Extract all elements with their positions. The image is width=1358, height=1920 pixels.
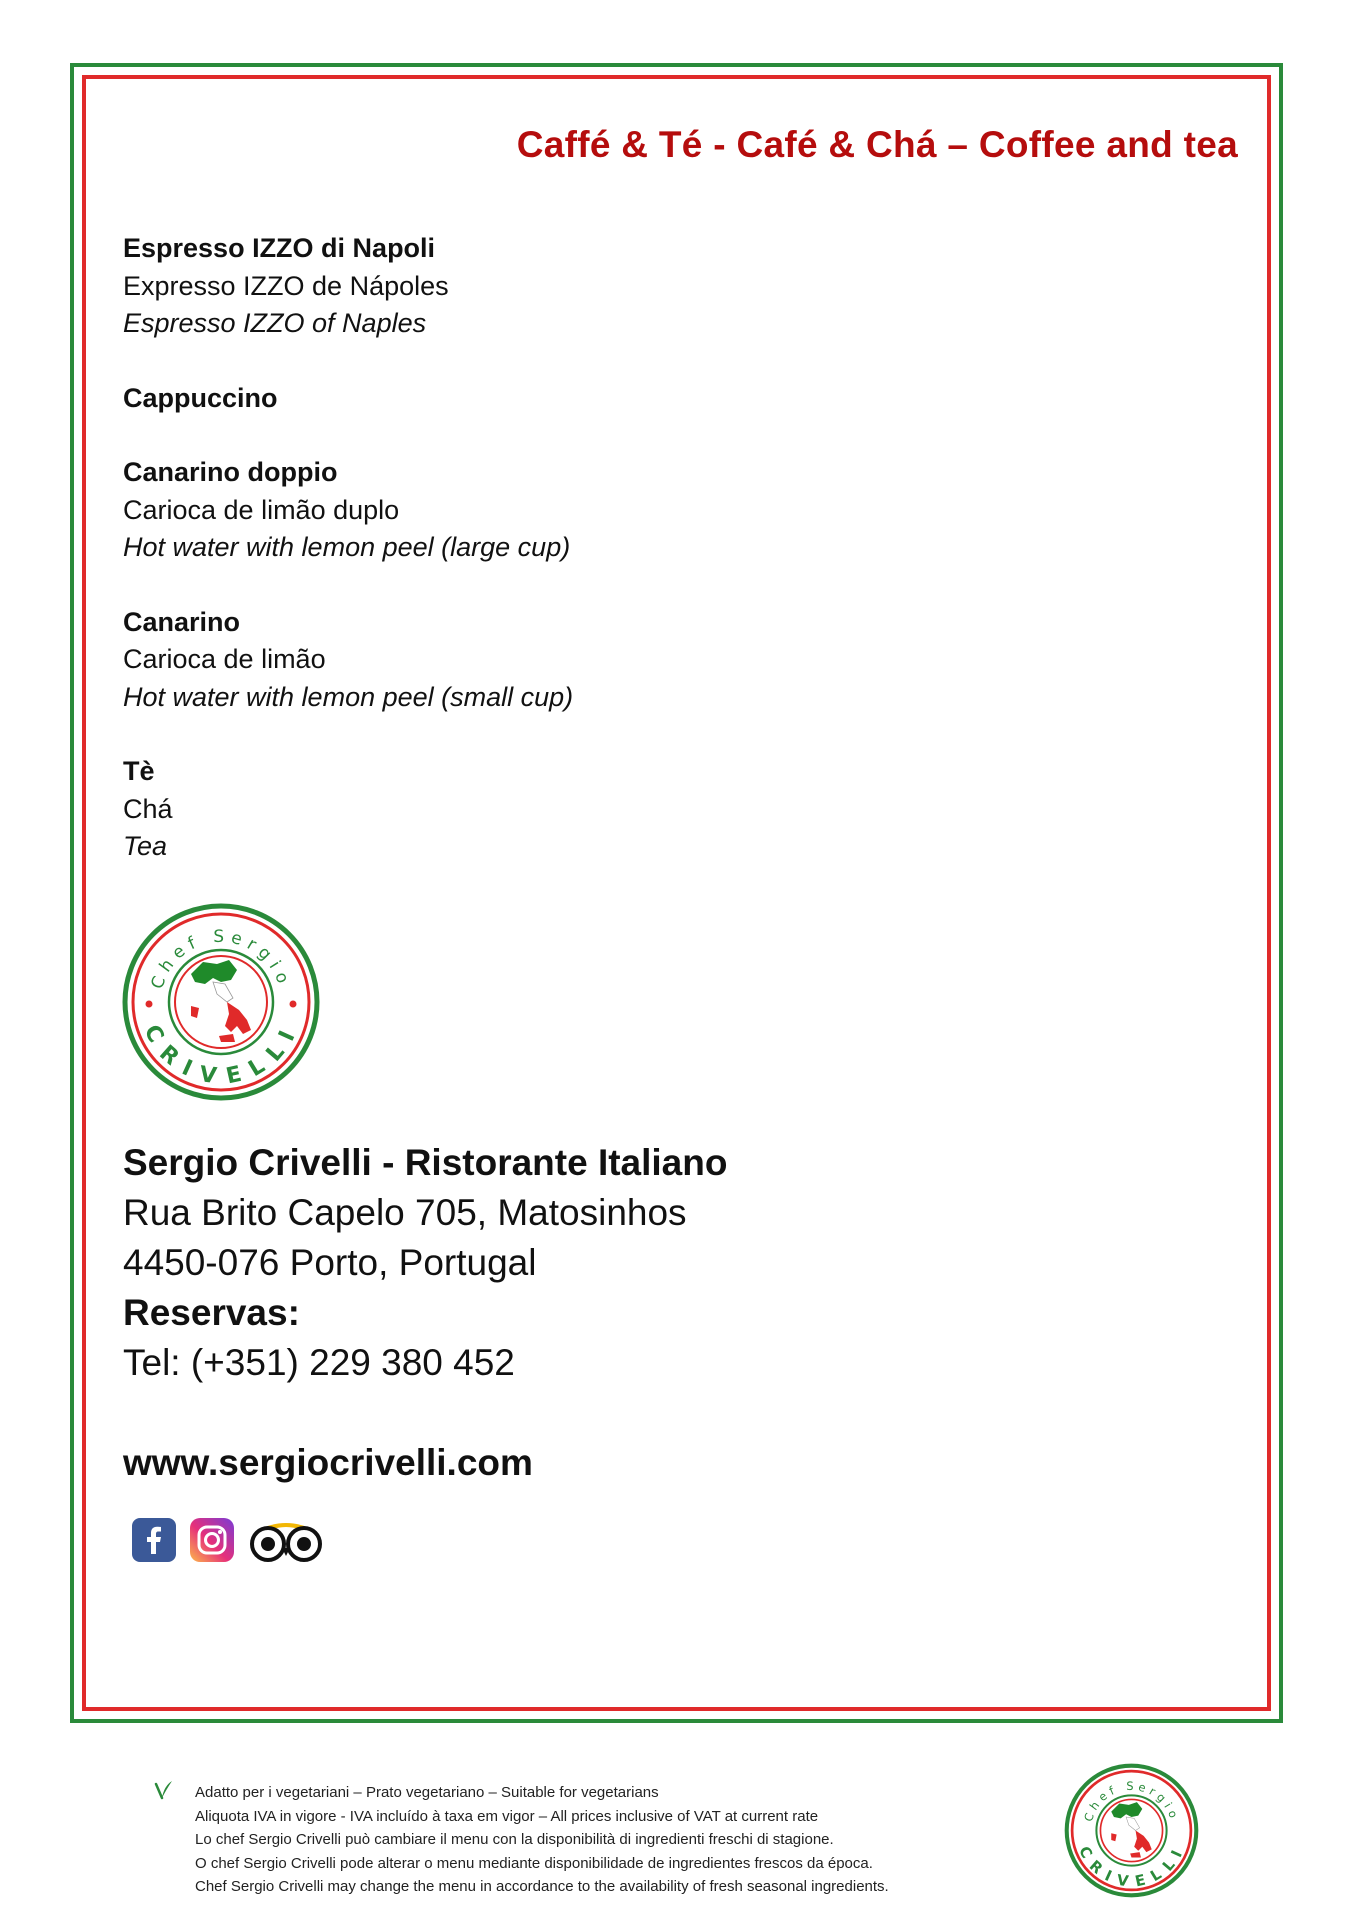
vegetarian-leaf-icon — [152, 1778, 174, 1800]
footer-line: Adatto per i vegetariani – Prato vegetariano – Suitable for vegetarians — [195, 1784, 659, 1801]
reservations-label: Reservas: — [123, 1292, 300, 1333]
restaurant-contact — [123, 1138, 1023, 1488]
social-icons — [132, 1518, 338, 1562]
logo-bottom-text: CRIVELLI — [138, 1020, 304, 1091]
menu-item — [123, 380, 1023, 418]
chef-sergio-crivelli-logo — [121, 902, 321, 1102]
footer-line: Chef Sergio Crivelli may change the menu in accordance to the availability of fresh seasonal ingredients. — [195, 1878, 889, 1895]
instagram-icon[interactable] — [190, 1518, 234, 1562]
address-line-2: 4450-076 Porto, Portugal — [123, 1242, 537, 1283]
item-name-portuguese: Expresso IZZO de Nápoles — [123, 270, 449, 301]
item-name-english: Espresso IZZO of Naples — [123, 308, 427, 338]
website-link[interactable]: www.sergiocrivelli.com — [123, 1442, 533, 1483]
footer-line: Aliquota IVA in vigore - IVA incluído à taxa em vigor – All prices inclusive of VAT at current rate — [195, 1807, 819, 1825]
item-name-italian: Tè — [123, 756, 155, 786]
item-name-english: Hot water with lemon peel (large cup) — [123, 532, 571, 562]
item-name-italian: Canarino — [123, 606, 241, 637]
chef-sergio-crivelli-logo-small — [1064, 1763, 1199, 1898]
footer-line: O chef Sergio Crivelli pode alterar o menu mediante disponibilidade de ingredientes frescos da época. — [195, 1854, 873, 1872]
menu-item — [123, 454, 1023, 567]
item-name-english: Tea — [123, 831, 168, 861]
item-name-italian: Cappuccino — [123, 382, 278, 413]
menu-item — [123, 753, 1023, 866]
tripadvisor-icon[interactable] — [248, 1518, 324, 1562]
menu-item — [123, 604, 1023, 717]
logo-top-text: Chef Sergio — [147, 926, 295, 992]
item-name-italian: Espresso IZZO di Napoli — [123, 233, 436, 263]
address-line-1: Rua Brito Capelo 705, Matosinhos — [123, 1192, 687, 1233]
menu-items-list — [123, 230, 1023, 903]
item-name-portuguese: Chá — [123, 793, 173, 824]
phone-number[interactable]: Tel: (+351) 229 380 452 — [123, 1342, 515, 1383]
item-name-portuguese: Carioca de limão — [123, 644, 326, 674]
logo-bottom-text: CRIVELLI — [1075, 1843, 1188, 1891]
item-name-italian: Canarino doppio — [123, 457, 338, 487]
footer-line: Lo chef Sergio Crivelli può cambiare il menu con la disponibilità di ingredienti freschi di stagione. — [195, 1831, 834, 1848]
footer-notes — [195, 1781, 1055, 1899]
restaurant-name: Sergio Crivelli - Ristorante Italiano — [123, 1142, 728, 1183]
logo-top-text: Chef Sergio — [1081, 1778, 1182, 1824]
item-name-portuguese: Carioca de limão duplo — [123, 494, 400, 525]
page-title: Caffé & Té - Café & Chá – Coffee and tea — [516, 124, 1238, 165]
menu-item — [123, 230, 1023, 343]
facebook-icon[interactable] — [132, 1518, 176, 1562]
item-name-english: Hot water with lemon peel (small cup) — [123, 681, 574, 712]
